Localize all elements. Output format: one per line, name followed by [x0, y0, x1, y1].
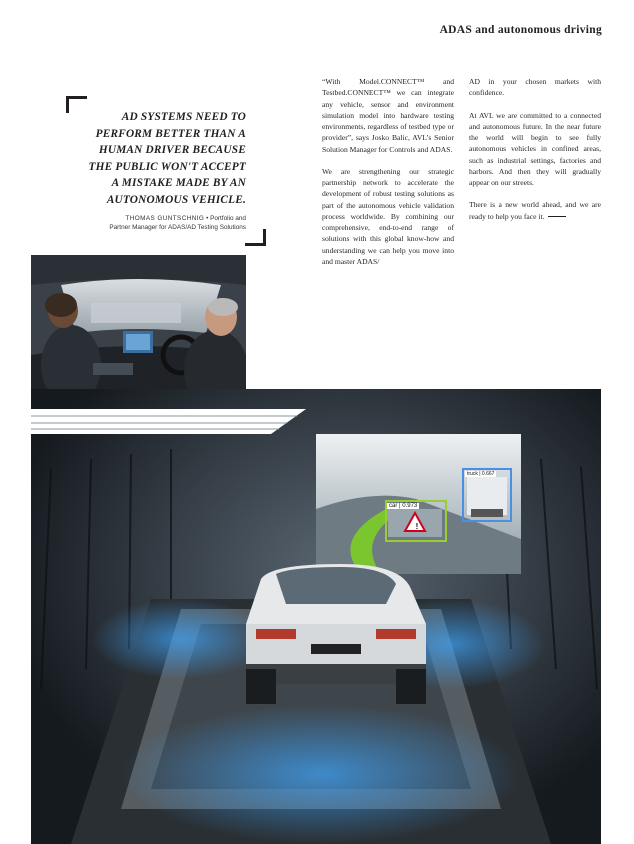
vehicle-interior-illustration: [31, 255, 246, 402]
end-rule: [548, 216, 566, 217]
vehicle-interior-photo: [31, 255, 246, 402]
test-chamber-render: [31, 389, 601, 844]
quote-line: AD SYSTEMS NEED TO: [121, 111, 246, 123]
body-paragraph: AD in your chosen markets with confidence.: [469, 77, 601, 98]
quote-line: A MISTAKE MADE BY AN: [111, 177, 246, 189]
detection-label-car: car | 0.973: [389, 503, 418, 509]
page-running-title: ADAS and autonomous driving: [439, 24, 602, 36]
pull-quote-block: [66, 96, 266, 246]
author-name: THOMAS GUNTSCHNIG: [125, 215, 205, 222]
body-column-1: [322, 76, 454, 278]
quote-line: PERFORM BETTER THAN A: [95, 127, 246, 140]
closing-text: There is a new world ahead, and we are ready to help you face it.: [469, 200, 601, 221]
quote-line: HUMAN DRIVER BECAUSE: [98, 144, 246, 156]
svg-text:!: !: [415, 522, 419, 531]
body-paragraph: At AVL we are committed to a connected and autonomous future. In the near future the world will begin to see fully autonomous vehicles in confined areas, such as industrial settings, factories and harbors. And then they will gradually appear on our streets.: [469, 110, 601, 187]
body-column-2: [469, 76, 601, 233]
author-separator: •: [206, 215, 209, 222]
quote-corner-bottom-right: [245, 229, 266, 246]
author-role-line-2: Partner Manager for ADAS/AD Testing Solutions: [109, 224, 246, 231]
pull-quote-text: [84, 109, 246, 208]
author-role-line-1: Portfolio and: [210, 215, 246, 222]
detection-label-truck: truck | 0.667: [467, 471, 495, 477]
body-paragraph: We are strengthening our strategic partnership network to accelerate the development of robust testing solutions as part of the autonomous vehicle validation process worldwide. By combining our comprehensive, end-to-end range of solutions with this global know-how and understanding we can help you move into and master ADAS/: [322, 166, 454, 266]
autonomous-testbed-illustration: [31, 389, 601, 844]
quote-line: AUTONOMOUS VEHICLE.: [106, 193, 246, 206]
quote-attribution: [66, 214, 246, 232]
quote-line: THE PUBLIC WON'T ACCEPT: [88, 160, 246, 173]
body-paragraph-closing: [469, 199, 601, 222]
body-paragraph: “With Model.CONNECT™ and Testbed.CONNECT™ we can integrate any vehicle, sensor and environment simulation model into hardware testing environments, regardless of testbed type or provider”, says Josko Balic, AVL’s Senior Solution Manager for Controls and ADAS.: [322, 77, 454, 154]
